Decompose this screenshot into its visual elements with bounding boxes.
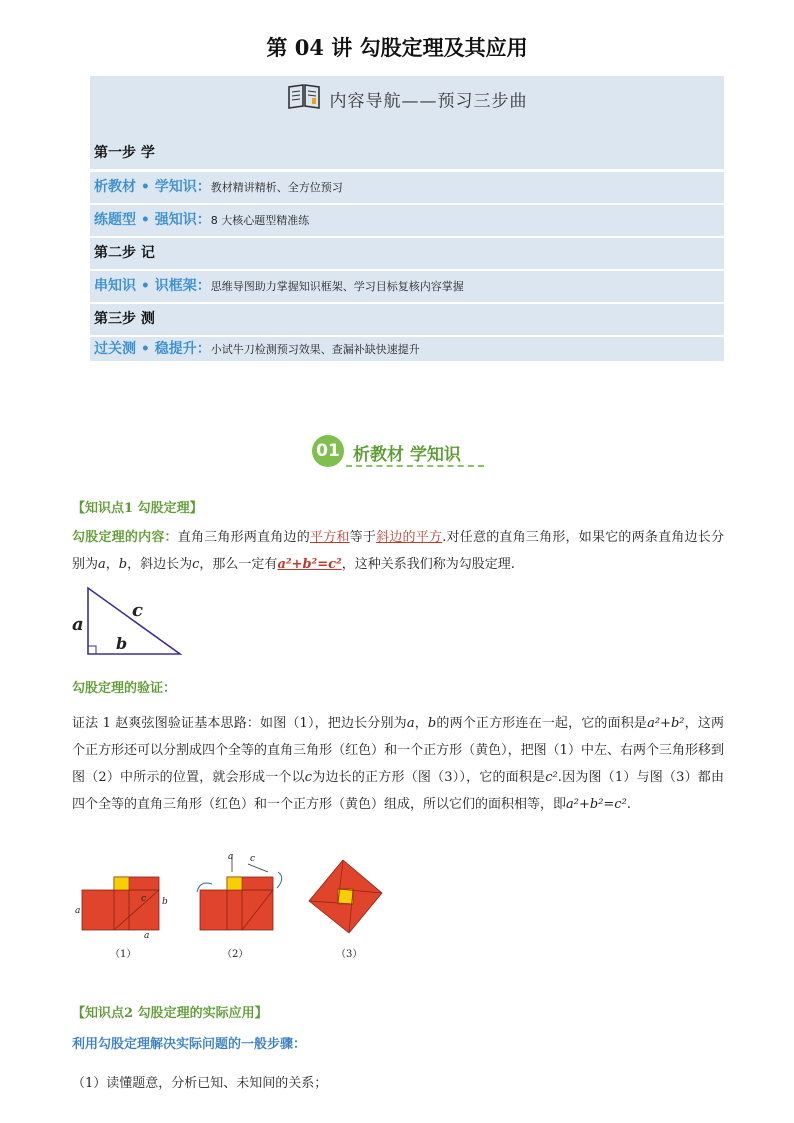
theorem-content-paragraph [72,524,724,578]
var-a: a [406,716,415,731]
triangle-label-a: a [72,614,84,635]
text-run: .对任意的直角三角形，如果它的两条直角边长分别为 [72,530,724,572]
nav-step-3: 第三步 测 [90,304,724,335]
figure-2 [197,854,282,930]
nav-row-desc: 小试牛刀检测预习效果、查漏补缺快速提升 [210,343,420,356]
expr-theorem: a²+b²=c² [566,797,627,812]
nav-row-tag: 串知识 • 识框架： [94,278,211,294]
highlight-sum-of-squares: 平方和 [309,530,350,545]
section-header [310,432,490,472]
right-triangle-figure [68,584,188,659]
var-a: a [98,557,106,572]
highlight-hypotenuse-square: 斜边的平方 [376,530,443,545]
figure1-label-c: c [141,894,147,904]
text-run: ，这两个正方形还可以分割成四个全等的直角三角形（红色）和一个正方形（黄色），把图（1）中左、右两个三角形移到图（2）中所示的位置，就会形成一个以 [72,716,724,785]
text-run: 直角三角形两直角边的 [177,530,310,545]
text-run: ， [105,557,119,572]
text-run: 的两个正方形连在一起，它的面积是 [436,716,648,731]
step-1-text: （1）读懂题意，分析已知、未知间的关系； [72,1076,328,1091]
nav-title: 内容导航——预习三步曲 [329,91,528,112]
figure1-label-b: b [162,897,168,907]
general-steps-title: 利用勾股定理解决实际问题的一般步骤： [72,1037,307,1052]
nav-row-3 [90,271,724,302]
figure1-caption: （1） [110,949,137,960]
text-run: 等于 [349,530,377,545]
nav-row-desc: 教材精讲精析、全方位预习 [210,181,343,194]
expr-sum: a²+b² [647,716,685,731]
var-c: c [304,770,313,785]
knowledge-point-2-label: 【知识点2 勾股定理的实际应用】 [72,1006,268,1021]
text-run: ，那么一定有 [199,557,278,572]
nav-row-desc: 思维导图助力掌握知识框架、学习目标复核内容掌握 [210,280,464,293]
knowledge-point-1-label: 【知识点1 勾股定理】 [72,501,203,516]
nav-row-1 [90,172,724,203]
content-nav-box [90,76,724,361]
section-number-badge: 01 [312,435,344,467]
var-c: c [192,557,200,572]
figure1-label-a: a [75,906,81,916]
triangle-label-c: c [132,600,143,621]
content-label: 勾股定理的内容： [72,530,178,545]
theorem-formula: a²+b²=c² [277,557,342,572]
figure3-caption: （3） [336,949,363,960]
verification-paragraph [72,710,724,818]
var-b: b [427,716,437,731]
book-icon [286,82,322,116]
nav-step-1: 第一步 学 [90,138,724,169]
nav-row-tag: 过关测 • 稳提升： [94,341,211,357]
figure1-label-bottom-a: a [144,931,150,941]
nav-header [90,76,724,138]
text-run: 证法 1 赵爽弦图验证基本思路：如图（1），把边长分别为 [72,716,407,731]
triangle-label-b: b [116,634,128,653]
nav-row-2 [90,205,724,236]
figure-3 [309,860,382,933]
figure2-label-a: a [228,852,234,862]
text-run: ，斜边长为 [127,557,193,572]
section-underline [346,465,484,467]
verification-label: 勾股定理的验证： [72,681,177,696]
figure2-caption: （2） [222,949,249,960]
section-title: 析教材 学知识 [353,445,461,465]
nav-step-2: 第二步 记 [90,238,724,269]
figure2-label-c: c [250,854,256,864]
nav-row-desc: 8 大核心题型精准练 [210,214,310,227]
nav-row-4 [90,337,724,361]
text-run: ，这种关系我们称为勾股定理. [341,557,515,572]
proof-figures [72,850,392,965]
text-run: .因为图（1）与图（3）都由四个全等的直角三角形（红色）和一个正方形（黄色）组成，所以它们的面积相等，即 [72,770,724,812]
var-b: b [118,557,128,572]
figure-1 [82,877,159,930]
text-run: ， [414,716,428,731]
page-title: 第 04 讲 勾股定理及其应用 [266,35,528,60]
text-run: 为边长的正方形（图（3）），它的面积是 [312,770,546,785]
nav-row-tag: 练题型 • 强知识： [94,212,211,228]
expr-c-squared: c² [545,770,558,785]
text-run: . [626,797,631,812]
nav-row-tag: 析教材 • 学知识： [94,179,211,195]
